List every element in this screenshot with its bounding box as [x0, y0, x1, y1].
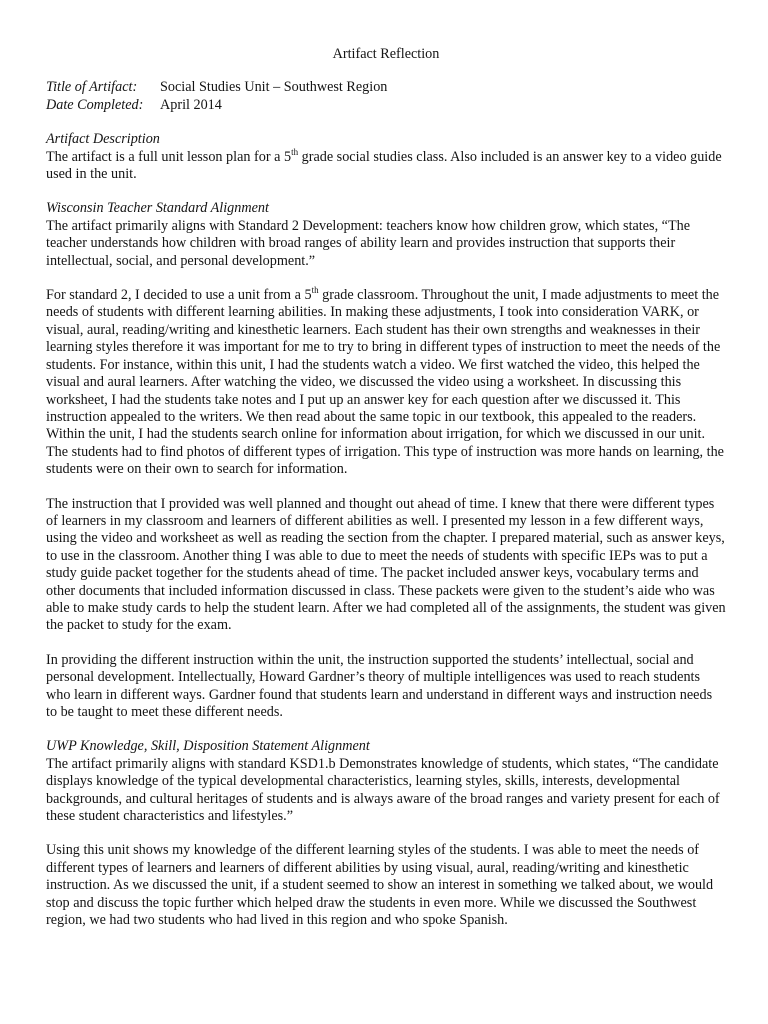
superscript-th: th [291, 146, 299, 157]
paragraph-uwp-standard-1: The artifact primarily aligns with standard KSD1.b Demonstrates knowledge of students, which states, “The candidate displays knowledge of the typical developmental characteristics, learning styles, skills, interests, developmental backgrounds, and cultural heritages of students and is always aware of the broad ranges and variety present for each of these student characteristics and lifestyles.” [46, 755, 720, 825]
document-page [46, 46, 726, 929]
meta-title-label: Title of Artifact: [46, 79, 138, 96]
meta-date-value: April 2014 [160, 96, 222, 113]
paragraph-artifact-description: The artifact is a full unit lesson plan for a 5th grade social studies class. Also included is an answer key to a video guide used in the unit. [46, 146, 722, 183]
superscript-th: th [311, 285, 319, 296]
paragraph-wi-standard-3: The instruction that I provided was well planned and thought out ahead of time. I knew that there were different types of learners in my classroom and learners of different abilities as well. I presented my lesson in a few different ways, using the video and worksheet as well as reading the section from the chapter. I prepared material, such as answer keys, to use in the classroom. Another thing I was able to due to meet the needs of students with specific IEPs was to put a study guide packet together for the students ahead of time. The packet included answer keys, vocabulary terms and other documents that included information discussed in class. These packets were given to the student’s aide who was able to make study cards to help the student learn. After we had completed all of the assignments, the student was given the packet to study for the exam. [46, 495, 726, 634]
document-title: Artifact Reflection [332, 46, 440, 62]
meta-date-row [46, 97, 726, 114]
paragraph-wi-standard-1: The artifact primarily aligns with Standard 2 Development: teachers know how children grow, which states, “The teacher understands how children with broad ranges of ability learn and provides instruction that supports their intellectual, social, and personal development.” [46, 217, 691, 269]
meta-date-label: Date Completed: [46, 96, 144, 113]
meta-title-value: Social Studies Unit – Southwest Region [160, 79, 388, 96]
meta-title-row [46, 79, 726, 96]
section-heading-wi-standard: Wisconsin Teacher Standard Alignment [46, 200, 269, 217]
paragraph-uwp-standard-2: Using this unit shows my knowledge of the different learning styles of the students. I was able to meet the needs of different types of learners and learners of different abilities by using visual, aural, reading/writing and kinesthetic instruction. As we discussed the unit, if a student seemed to show an interest in something we talked about, we would stop and discuss the topic further which helped draw the students in even more. While we discussed the Southwest region, we had two students who had lived in this region and who spoke Spanish. [46, 842, 714, 929]
paragraph-wi-standard-2: For standard 2, I decided to use a unit from a 5th grade classroom. Throughout the unit, I made adjustments to meet the needs of students with different learning abilities. In making these adjustments, I took into consideration VARK, or visual, aural, reading/writing and kinesthetic learners. Each student has their own strengths and weaknesses in their learning styles therefore it was important for me to try to bring in different types of instruction to meet the needs of the students. For instance, within this unit, I had the students watch a video. We first watched the video, this helped the visual and aural learners. After watching the video, we discussed the video using a worksheet. In discussing this worksheet, I had the students take notes and I put up an answer key for each question after we discussed it. This instruction appealed to the writers. We then read about the same topic in our textbook, this appealed to the readers. Within the unit, I had the students search online for information about irrigation, for which we discussed in our unit. The students had to find photos of different types of irrigation. This type of instruction was more hands on learning, the students were on their own to search for information. [46, 285, 724, 478]
section-heading-uwp-standard: UWP Knowledge, Skill, Disposition Statement Alignment [46, 738, 370, 755]
paragraph-wi-standard-4: In providing the different instruction within the unit, the instruction supported the students’ intellectual, social and personal development. Intellectually, Howard Gardner’s theory of multiple intelligences was used to reach students who learn in different ways. Gardner found that students learn and understand in different ways and instruction needs to be taught to meet these different needs. [46, 651, 713, 720]
section-heading-artifact-description: Artifact Description [46, 131, 160, 148]
